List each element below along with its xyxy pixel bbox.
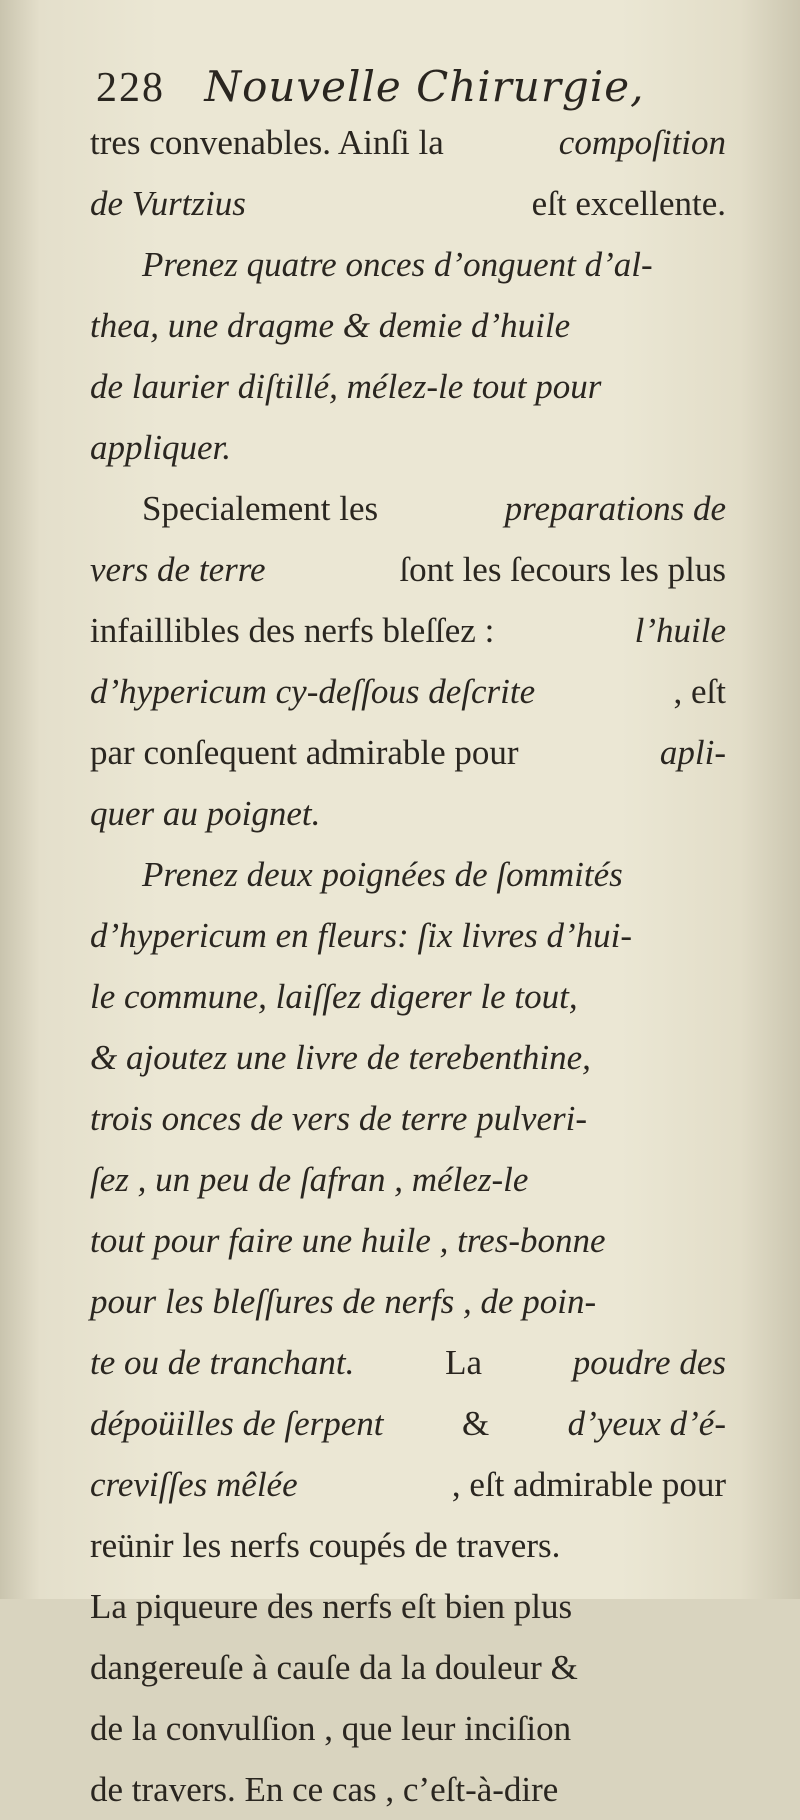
- italic-text-run: d’hypericum en fleurs: ſix livres d’hui-: [90, 916, 633, 955]
- text-run: dangereuſe à cauſe da la douleur &: [90, 1648, 578, 1687]
- text-line: [90, 1393, 726, 1454]
- italic-text-run: trois onces de vers de terre pulveri-: [90, 1099, 587, 1138]
- italic-text-run: de Vurtzius: [90, 184, 246, 223]
- text-line: [90, 417, 726, 478]
- text-line: [90, 1332, 726, 1393]
- text-run: Specialement les: [142, 489, 379, 528]
- running-title: Nouvelle Chirurgie,: [204, 62, 645, 111]
- text-line: [90, 295, 726, 356]
- text-run: La piqueure des nerfs eſt bien plus: [90, 1587, 573, 1626]
- italic-text-run: vers de terre: [90, 550, 266, 589]
- italic-text-run: preparations de: [504, 489, 726, 528]
- italic-text-run: Prenez deux poignées de ſommités: [142, 855, 623, 894]
- italic-text-run: d’hypericum cy-deſſous deſcrite: [90, 672, 536, 711]
- italic-text-run: creviſſes mêlée: [90, 1465, 298, 1504]
- italic-text-run: d’yeux d’é-: [567, 1404, 726, 1443]
- body-text: [90, 112, 726, 1820]
- italic-text-run: tout pour faire une huile , tres-bonne: [90, 1221, 606, 1260]
- italic-text-run: te ou de tranchant.: [90, 1343, 355, 1382]
- text-run: eſt excellente.: [531, 184, 726, 223]
- text-line: [90, 1698, 726, 1759]
- italic-text-run: Prenez quatre onces d’onguent d’al-: [142, 245, 653, 284]
- text-line: [90, 539, 726, 600]
- text-line: [90, 356, 726, 417]
- text-line: [90, 1088, 726, 1149]
- text-line: [90, 1759, 726, 1820]
- text-line: [90, 1576, 726, 1637]
- text-line: [90, 1149, 726, 1210]
- italic-text-run: compoſition: [558, 123, 726, 162]
- text-run: La: [445, 1343, 483, 1382]
- italic-text-run: apli-: [659, 733, 726, 772]
- text-line: [90, 173, 726, 234]
- text-run: ſont les ſecours les plus: [399, 550, 726, 589]
- text-line: [90, 1027, 726, 1088]
- italic-text-run: ſez , un peu de ſafran , mélez-le: [90, 1160, 529, 1199]
- text-line: [90, 234, 726, 295]
- text-run: , eſt admirable pour: [451, 1465, 726, 1504]
- text-run: de travers. En ce cas , c’eſt-à-dire: [90, 1770, 559, 1809]
- italic-text-run: & ajoutez une livre de terebenthine,: [90, 1038, 591, 1077]
- text-line: [90, 783, 726, 844]
- italic-text-run: appliquer.: [90, 428, 231, 467]
- text-run: &: [461, 1404, 490, 1443]
- italic-text-run: thea, une dragme & demie d’huile: [90, 306, 571, 345]
- text-line: [90, 112, 726, 173]
- text-line: [90, 722, 726, 783]
- text-line: [90, 844, 726, 905]
- text-run: de la convulſion , que leur inciſion: [90, 1709, 572, 1748]
- text-run: reünir les nerfs coupés de travers.: [90, 1526, 561, 1565]
- text-line: [90, 966, 726, 1027]
- italic-text-run: le commune, laiſſez digerer le tout,: [90, 977, 578, 1016]
- text-line: [90, 905, 726, 966]
- text-line: [90, 661, 726, 722]
- italic-text-run: pour les bleſſures de nerfs , de poin-: [90, 1282, 597, 1321]
- text-run: par conſequent admirable pour: [90, 733, 519, 772]
- text-run: tres convenables. Ainſi la: [90, 123, 444, 162]
- italic-text-run: poudre des: [572, 1343, 726, 1382]
- text-run: , eſt: [673, 672, 726, 711]
- text-line: [90, 478, 726, 539]
- italic-text-run: dépoüilles de ſerpent: [90, 1404, 384, 1443]
- text-line: [90, 1637, 726, 1698]
- text-line: [90, 600, 726, 661]
- text-line: [90, 1271, 726, 1332]
- page-number: 228: [96, 65, 165, 111]
- text-run: infaillibles des nerfs bleſſez :: [90, 611, 495, 650]
- text-line: [90, 1454, 726, 1515]
- italic-text-run: quer au poignet.: [90, 794, 321, 833]
- italic-text-run: l’huile: [634, 611, 726, 650]
- text-line: [90, 1210, 726, 1271]
- italic-text-run: de laurier diſtillé, mélez-le tout pour: [90, 367, 602, 406]
- text-line: [90, 1515, 726, 1576]
